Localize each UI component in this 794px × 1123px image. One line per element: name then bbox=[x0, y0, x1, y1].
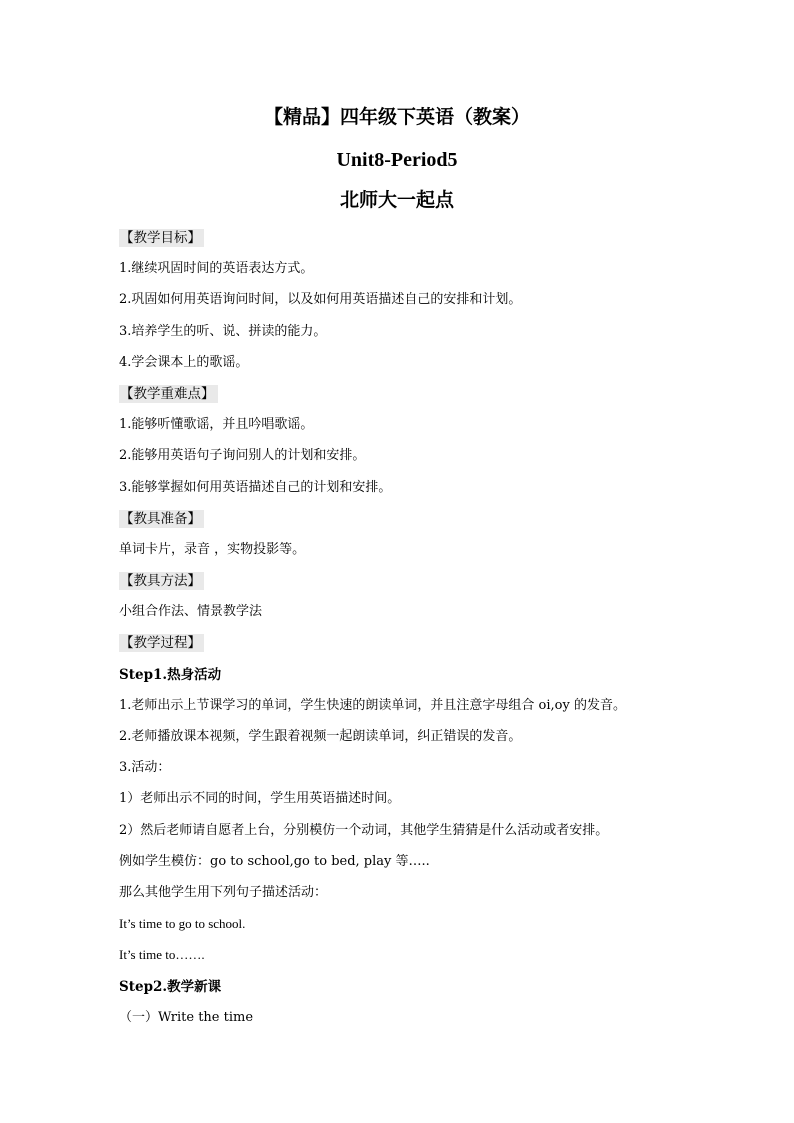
document-title: 【精品】四年级下英语（教案） bbox=[263, 106, 530, 128]
key-point-item-2: 2.能够用英语句子询问别人的计划和安排。 bbox=[119, 448, 366, 464]
key-point-item-3: 3.能够掌握如何用英语描述自己的计划和安排。 bbox=[119, 479, 392, 495]
section-heading-materials: 【教具准备】 bbox=[119, 510, 679, 541]
section-heading-key-points: 【教学重难点】 bbox=[119, 385, 679, 416]
step1-title: Step1.热身活动 bbox=[119, 666, 222, 683]
goal-item-1: 1.继续巩固时间的英语表达方式。 bbox=[119, 261, 314, 277]
section-heading-process: 【教学过程】 bbox=[119, 634, 679, 665]
step1-line-2: 2.老师播放课本视频，学生跟着视频一起朗读单词，纠正错误的发音。 bbox=[119, 729, 522, 744]
publisher-title: 北师大一起点 bbox=[339, 189, 454, 211]
step2-title: Step2.教学新课 bbox=[119, 978, 222, 995]
step1-line-3: 3.活动： bbox=[119, 760, 171, 776]
goal-item-2: 2.巩固如何用英语询问时间，以及如何用英语描述自己的安排和计划。 bbox=[119, 292, 522, 308]
goal-item-4: 4.学会课本上的歌谣。 bbox=[119, 354, 249, 370]
step2-line-1: （一）Write the time bbox=[119, 1009, 254, 1025]
section-heading-goals: 【教学目标】 bbox=[119, 229, 679, 260]
step1-line-6: 例如学生模仿：go to school,go to bed, play 等….. bbox=[119, 853, 430, 869]
materials-text: 单词卡片，录音 ，实物投影等。 bbox=[119, 541, 306, 557]
document-body bbox=[119, 229, 679, 1040]
step1-line-9: It’s time to……. bbox=[119, 947, 205, 963]
goal-item-3: 3.培养学生的听、说、拼读的能力。 bbox=[119, 323, 327, 339]
step1-line-4: 1）老师出示不同的时间，学生用英语描述时间。 bbox=[119, 791, 401, 807]
section-heading-methods: 【教具方法】 bbox=[119, 572, 679, 603]
step1-line-8: It’s time to go to school. bbox=[119, 916, 246, 932]
step1-line-5: 2）然后老师请自愿者上台，分别模仿一个动词，其他学生猜猜是什么活动或者安排。 bbox=[119, 822, 609, 838]
methods-text: 小组合作法、情景教学法 bbox=[119, 604, 263, 620]
key-point-item-1: 1.能够听懂歌谣，并且吟唱歌谣。 bbox=[119, 417, 314, 433]
step1-line-1: 1.老师出示上节课学习的单词，学生快速的朗读单词，并且注意字母组合 oi,oy 的发音。 bbox=[119, 697, 626, 713]
step1-line-7: 那么其他学生用下列句子描述活动： bbox=[119, 884, 328, 900]
unit-title: Unit8-Period5 bbox=[336, 149, 458, 171]
